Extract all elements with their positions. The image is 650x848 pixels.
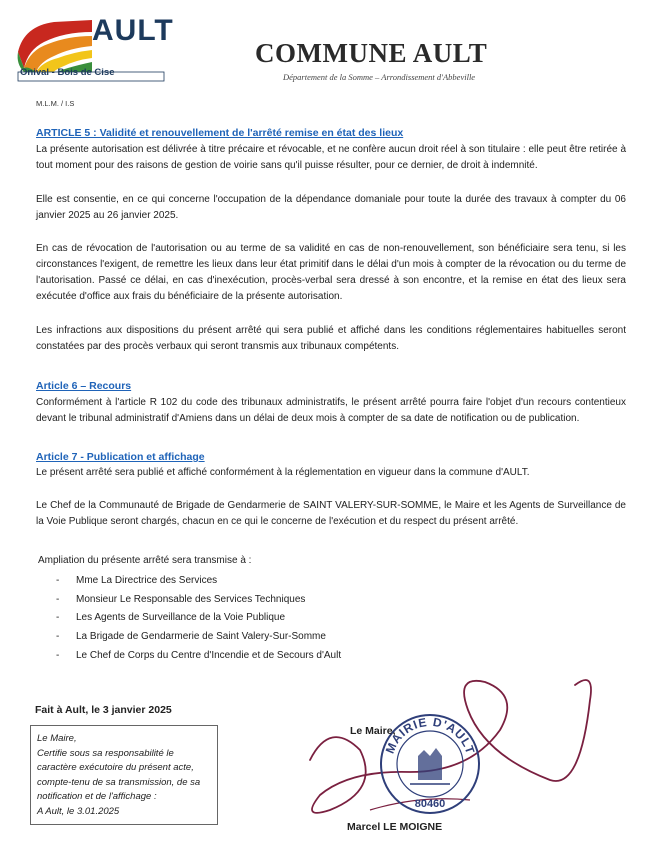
seal-text: MAIRIE D'AULT: [382, 714, 478, 757]
article-6-paragraph: Conformément à l'article R 102 du code des tribunaux administratifs, le présent arrêté pourra faire l'objet d'un recours contentieux devant le tribunal administratif d'Amiens dans un délai de deux mois à compter de sa date de notification ou de publication.: [36, 397, 626, 424]
ampliation-item: - Les Agents de Surveillance de la Voie Publique: [56, 612, 286, 624]
department-line: Département de la Somme – Arrondissement d'Abbeville: [283, 72, 476, 82]
mayor-label: Le Maire,: [350, 725, 396, 737]
article-5-heading: ARTICLE 5 : Validité et renouvellement de l'arrêté remise en état des lieux: [36, 127, 404, 139]
certification-line: Certifie sous sa responsabilité le: [37, 747, 174, 759]
certification-line: Le Maire,: [37, 733, 77, 744]
logo-subtitle: Onival - Bois de Cise: [20, 67, 115, 78]
article-6-heading: Article 6 – Recours: [36, 380, 132, 392]
article-7-paragraph-2: Le Chef de la Communauté de Brigade de Gendarmerie de SAINT VALERY-SUR-SOMME, le Maire et les Agents de Surveillance de la Voie Publique seront chargés, chacun en ce qui le concerne de l'exécution et du respect du présent arrêté.: [36, 500, 626, 527]
mayor-name: Marcel LE MOIGNE: [347, 821, 443, 833]
article-7-paragraph-1: Le présent arrêté sera publié et affiché conformément à la réglementation en vigueur dans la commune d'AULT.: [36, 467, 530, 478]
certification-line: compte-tenu de sa transmission, de sa: [37, 776, 201, 788]
logo-wordmark: AULT: [92, 14, 174, 47]
article-5-paragraph-1: La présente autorisation est délivrée à titre précaire et révocable, et ne confère aucun droit réel à son titulaire : elle peut être retirée à tout moment pour des raisons de gestion de voirie sans qu'il puisse résulter, pour ce dernier, de droit à indemnité.: [36, 144, 626, 171]
article-5-paragraph-4: Les infractions aux dispositions du présent arrêté qui sera publié et affiché dans les conditions réglementaires habituelles seront constatées par des procès verbaux qui seront transmis aux tribunaux compétents.: [36, 325, 626, 352]
ampliation-intro: Ampliation du présente arrêté sera transmise à :: [38, 555, 252, 566]
place-date-line: Fait à Ault, le 3 janvier 2025: [35, 704, 172, 716]
certification-line: caractère exécutoire du présent acte,: [37, 762, 194, 773]
reference-initials: M.L.M. / I.S: [36, 99, 75, 108]
certification-line: notification et de l'affichage :: [37, 791, 157, 802]
ampliation-list: [56, 572, 341, 666]
commune-title: COMMUNE AULT: [255, 38, 488, 68]
certification-line: A Ault, le 3.01.2025: [37, 805, 120, 817]
ampliation-item: - Le Chef de Corps du Centre d'Incendie et de Secours d'Ault: [56, 649, 342, 661]
ampliation-item: - Mme La Directrice des Services: [56, 575, 218, 586]
seal-number: 80460: [414, 798, 446, 810]
article-5-paragraph-3: En cas de révocation de l'autorisation ou au terme de sa validité en cas de non-renouvellement, son bénéficiaire sera tenu, si les circonstances l'exigent, de remettre les lieux dans leur état primitif dans le délai d'un mois à compter de la révocation ou du terme de l'autorisation. Passé ce délai, en cas d'inexécution, procès-verbal sera dressé à son encontre, et la remise en état des lieux sera exécutée d'office aux frais du bénéficiaire de la présente autorisation.: [36, 243, 626, 302]
article-7-heading: Article 7 - Publication et affichage: [36, 451, 205, 463]
ampliation-item: - Monsieur Le Responsable des Services Techniques: [56, 593, 306, 605]
svg-text:MAIRIE D'AULT: [383, 715, 478, 756]
ampliation-item: - La Brigade de Gendarmerie de Saint Valery-Sur-Somme: [56, 631, 326, 643]
article-5-paragraph-2: Elle est consentie, en ce qui concerne l'occupation de la dépendance domaniale pour toute la durée des travaux à compter du 06 janvier 2025 au 26 janvier 2025.: [36, 194, 626, 221]
executory-certification-box: [30, 725, 218, 825]
